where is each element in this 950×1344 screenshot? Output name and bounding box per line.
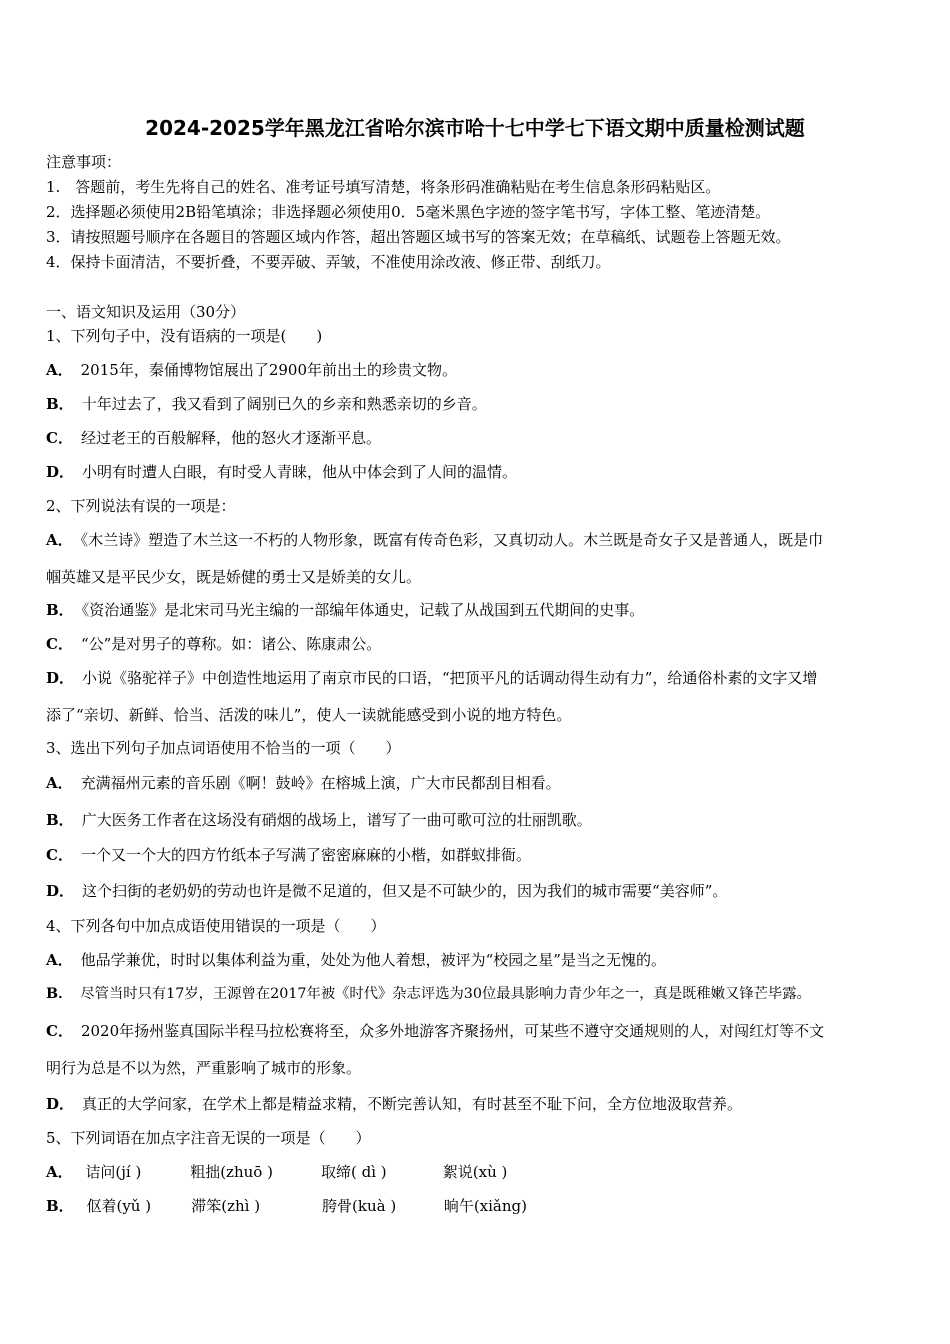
option-a-continued: 帼英雄又是平民少女，既是娇健的勇士又是娇美的女儿。 [46,568,422,586]
option-c [46,429,381,447]
option-b [46,985,811,1003]
option-text: 《资治通鉴》是北宋司马光主编的一部编年体通史，记载了从战国到五代期间的史事。 [81,601,645,619]
question-stem: 2、下列说法有误的一项是： [46,497,236,515]
option-letter: C． [46,1022,73,1040]
option-letter: B． [46,1197,74,1215]
notice-item: 4．保持卡面清洁，不要折叠，不要弄破、弄皱，不准使用涂改液、修正带、刮纸刀。 [46,253,611,271]
option-text: 十年过去了，我又看到了阔别已久的乡亲和熟悉亲切的乡音。 [81,395,487,413]
option-letter: A． [46,361,73,379]
notice-heading: 注意事项： [46,153,122,171]
option-text: 《木兰诗》塑造了木兰这一不朽的人物形象，既富有传奇色彩，又真切动人。木兰既是奇女子又是普通人，既是巾 [80,531,824,549]
notice-item: 2．选择题必须使用2B铅笔填涂；非选择题必须使用0．5毫米黑色字迹的签字笔书写，字体工整、笔迹清楚。 [46,203,771,221]
option-letter: C． [46,635,73,653]
option-b [46,811,592,829]
option-text: 小说《骆驼祥子》中创造性地运用了南京市民的口语，“把顶平凡的话调动得生动有力”，给通俗朴素的文字又增 [82,669,818,687]
option-letter: D． [46,463,75,481]
option-letter: D． [46,882,75,900]
option-text: 充满福州元素的音乐剧《啊！鼓岭》在榕城上演，广大市民都刮目相看。 [80,774,561,792]
option-letter: B． [46,811,74,829]
option-letter: C． [46,846,73,864]
option-letter: B． [46,601,74,619]
option-b [46,601,644,619]
section-heading: 一、语文知识及运用（30分） [46,303,246,321]
option-letter: C． [46,429,73,447]
option-d-continued: 添了“亲切、新鲜、恰当、活泼的味儿”，使人一读就能感受到小说的地方特色。 [46,706,572,724]
option-text: 真正的大学问家，在学术上都是精益求精，不断完善认知，有时甚至不耻下问，全方位地汲取营养。 [82,1095,743,1113]
option-a [46,1163,543,1181]
option-d [46,882,727,900]
word-item: 诘问(jí ) [85,1163,142,1181]
option-letter: B． [46,986,73,1002]
option-text: “公”是对男子的尊称。如：诸公、陈康肃公。 [80,635,382,653]
option-a [46,951,666,969]
option-c [46,846,531,864]
option-text: 这个扫街的老奶奶的劳动也许是微不足道的，但又是不可缺少的，因为我们的城市需要“美容师”。 [82,882,728,900]
question-stem: 4、下列各句中加点成语使用错误的一项是（ ） [46,917,386,935]
option-c [46,1022,824,1040]
word-item: 胯骨(kuà ) [322,1197,397,1215]
option-letter: D． [46,1095,75,1113]
option-c-continued: 明行为总是不以为然，严重影响了城市的形象。 [46,1059,362,1077]
option-b [46,1197,554,1215]
option-letter: A． [46,531,73,549]
option-a [46,361,457,379]
option-letter: A． [46,774,73,792]
option-c [46,635,381,653]
question-stem: 1、下列句子中，没有语病的一项是( ) [46,327,323,345]
word-item: 伛着(yǔ ) [86,1197,152,1215]
page-title: 2024-2025学年黑龙江省哈尔滨市哈十七中学七下语文期中质量检测试题 [145,116,805,140]
notice-item: 3．请按照题号顺序在各题目的答题区域内作答，超出答题区域书写的答案无效；在草稿纸、试题卷上答题无效。 [46,228,791,246]
word-item: 晌午(xiǎng) [443,1197,527,1215]
option-letter: A． [46,951,73,969]
option-letter: D． [46,669,75,687]
question-stem: 5、下列词语在加点字注音无误的一项是（ ） [46,1129,371,1147]
option-text: 经过老王的百般解释，他的怒火才逐渐平息。 [80,429,381,447]
option-text: 2015年，秦俑博物馆展出了2900年前出土的珍贵文物。 [80,361,457,379]
option-text: 2020年扬州鉴真国际半程马拉松赛将至，众多外地游客齐聚扬州，可某些不遵守交通规则的人，对闯红灯等不文 [80,1022,825,1040]
question-stem: 3、选出下列句子加点词语使用不恰当的一项（ ） [46,739,401,757]
option-letter: B． [46,395,74,413]
option-a [46,531,823,549]
option-d [46,463,517,481]
notice-item: 1. 答题前，考生先将自己的姓名、准考证号填写清楚，将条形码准确粘贴在考生信息条形码粘贴区。 [46,178,721,196]
word-item: 粗拙(zhuō ) [190,1163,273,1181]
word-item: 絮说(xù ) [442,1163,508,1181]
option-text: 小明有时遭人白眼，有时受人青睐，他从中体会到了人间的温情。 [82,463,518,481]
option-a [46,774,561,792]
option-d [46,1095,742,1113]
option-text: 一个又一个大的四方竹纸本子写满了密密麻麻的小楷，如群蚁排衙。 [80,846,531,864]
option-text: 他品学兼优，时时以集体利益为重，处处为他人着想，被评为“校园之星”是当之无愧的。 [80,951,666,969]
option-text: 尽管当时只有17岁，王源曾在2017年被《时代》杂志评选为30位最具影响力青少年之一，真是既稚嫩又锋芒毕露。 [80,986,811,1002]
word-item: 取缔( dì ) [320,1163,387,1181]
option-text: 广大医务工作者在这场没有硝烟的战场上，谱写了一曲可歌可泣的壮丽凯歌。 [81,811,592,829]
option-letter: A． [46,1163,73,1181]
option-b [46,395,487,413]
word-item: 滞笨(zhì ) [191,1197,261,1215]
option-d [46,669,817,687]
